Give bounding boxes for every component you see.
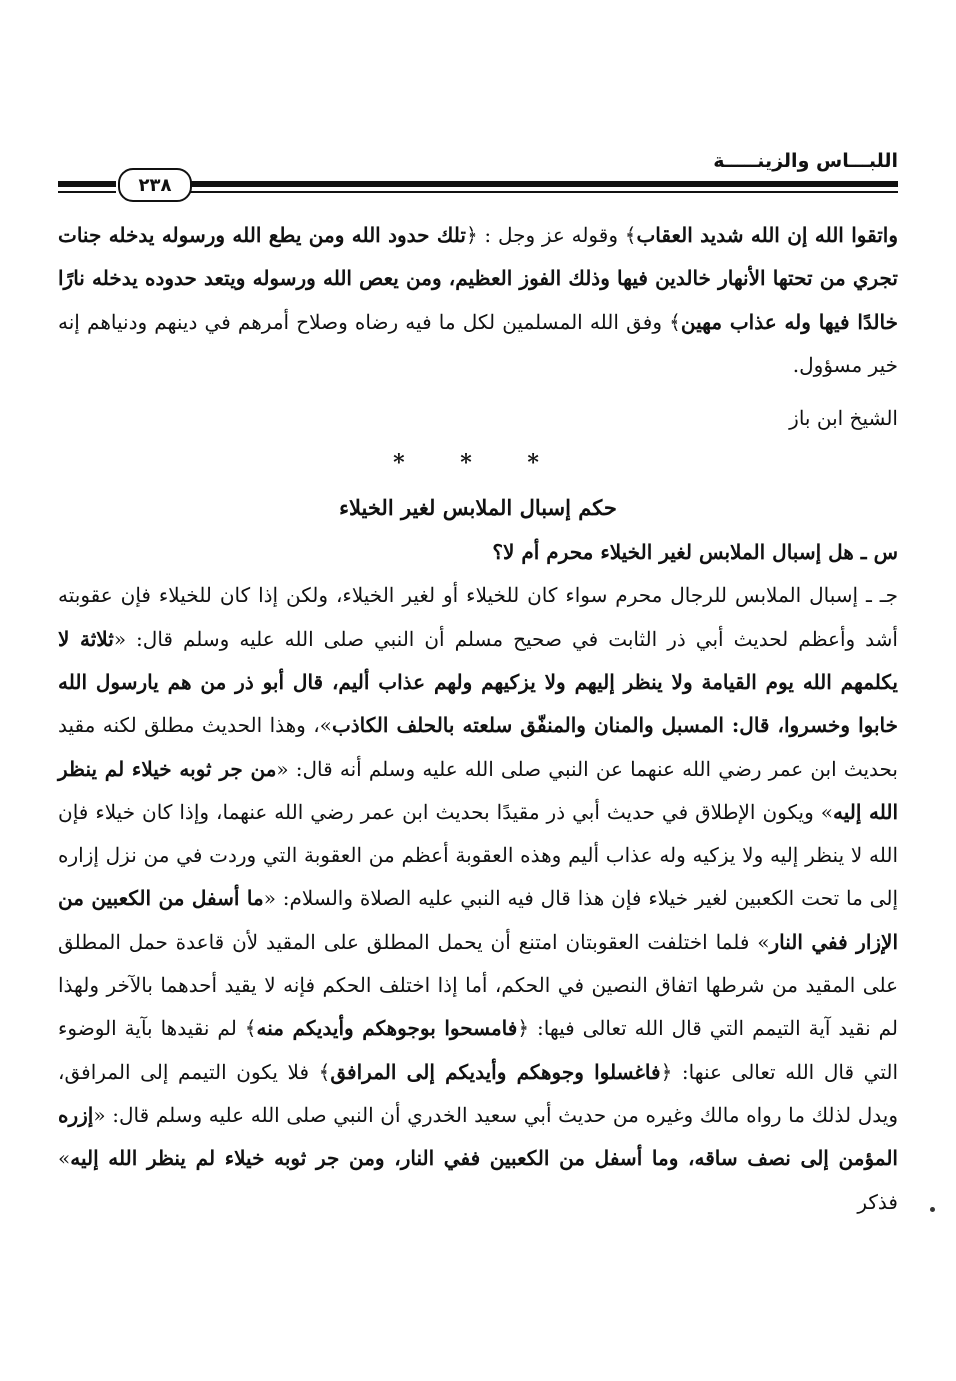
hadith-quote: ثلاثة لا يكلمهم الله يوم القيامة ولا ينظر إليهم ولا يزكيهم ولهم عذاب أليم، قال أبو ذر من هم يارسول الله خابوا وخسروا، قال: المسبل والمنان والمنفّق سلعته بالحلف الكاذب bbox=[58, 626, 898, 738]
page-number: ٢٣٨ bbox=[118, 168, 192, 202]
separator-stars: * * * bbox=[393, 450, 563, 477]
header-rule-left-thick bbox=[58, 181, 116, 187]
header-rule-thin bbox=[190, 191, 898, 193]
hadith-quote: ما أسفل من الكعبين من الإزار ففي النار bbox=[58, 886, 899, 954]
answer-text: ﴾ فلا يكون التيمم إلى المرافق، ويدل لذلك ما رواه مالك وغيره من حديث أبي سعيد الخدري أن النبي صلى الله عليه وسلم قال: « bbox=[58, 1059, 898, 1127]
answer-text: ﴾ لم نقيدها بآية الوضوء التي قال الله تعالى عنها: ﴿ bbox=[58, 1016, 899, 1084]
page-body bbox=[58, 214, 898, 1224]
section-title: حكم إسبال الملابس لغير الخيلاء bbox=[339, 494, 617, 520]
answer-text: »، وهذا الحديث مطلق لكنه مقيد بحديث ابن عمر رضي الله عنهما عن النبي صلى الله عليه وسلم أنه قال: « bbox=[58, 713, 898, 781]
answer-text: » فلما اختلفت العقوبتان امتنع أن يحمل المطلق على المقيد لأن قاعدة حمل المطلق على المقيد من شرطها اتفاق النصين في الحكم، أما إذا اختلف الحكم فإنه لا يقيد أحدهما بالآخر ولهذا لم نقيد آية التيمم التي قال الله تعالى فيها: ﴿ bbox=[58, 929, 898, 1041]
answer-paragraph bbox=[58, 574, 898, 1223]
answer-text: » ويكون الإطلاق في حديث أبي ذر مقيدًا بحديث ابن عمر رضي الله عنهما، وإذا كان خيلاء فإن الله لا ينظر إليه ولا يزكيه وله عذاب أليم وهذه العقوبة أعظم من العقوبة التي وردت في من نزل إزاره إلى ما تحت الكعبين لغير خيلاء فإن هذا قال فيه النبي عليه الصلاة والسلام: « bbox=[58, 799, 899, 911]
hadith-quote: من جر ثوبه خيلاء لم ينظر الله إليه bbox=[58, 756, 898, 824]
intro-text: ﴾ وقوله عز وجل : ﴿ bbox=[465, 223, 637, 247]
quran-verse: واتقوا الله إن الله شديد العقاب bbox=[636, 223, 899, 247]
signature: الشيخ ابن باز bbox=[789, 406, 898, 431]
quran-verse: فاغسلوا وجوهكم وأيديكم إلى المرافق bbox=[330, 1059, 661, 1084]
margin-mark bbox=[930, 1207, 935, 1212]
quran-verse: تلك حدود الله ومن يطع الله ورسوله يدخله جنات تجري من تحتها الأنهار خالدين فيها وذلك الفوز العظيم، ومن يعص الله ورسوله ويتعد حدوده يدخله نارًا خالدًا فيها وله عذاب مهين bbox=[58, 223, 898, 334]
quran-verse: فامسحوا بوجوهكم وأيديكم منه bbox=[256, 1016, 518, 1041]
hadith-quote: إزره المؤمن إلى نصف ساقه، وما أسفل من الكعبين ففي النار، ومن جر ثوبه خيلاء لم ينظر الله إليه bbox=[58, 1102, 898, 1171]
intro-paragraph bbox=[58, 214, 898, 387]
running-title: اللبـــاس والزينـــــة bbox=[713, 150, 898, 172]
header-rule-left-thin bbox=[58, 191, 116, 193]
answer-text: » فذكر bbox=[58, 1146, 898, 1214]
answer-text: جـ ـ إسبال الملابس للرجال محرم سواء كان للخيلاء أو لغير الخيلاء، ولكن إذا كان للخيلاء فإن عقوبته أشد وأعظم لحديث أبي ذر الثابت في صحيح مسلم أن النبي صلى الله عليه وسلم قال: « bbox=[58, 583, 898, 651]
question: س ـ هل إسبال الملابس لغير الخيلاء محرم أم لا؟ bbox=[492, 540, 898, 565]
header-rule-thick bbox=[190, 181, 898, 187]
intro-text: ﴾ وفق الله المسلمين لكل ما فيه رضاه وصلاح أمرهم في دينهم ودنياهم إنه خير مسؤول. bbox=[58, 309, 898, 377]
